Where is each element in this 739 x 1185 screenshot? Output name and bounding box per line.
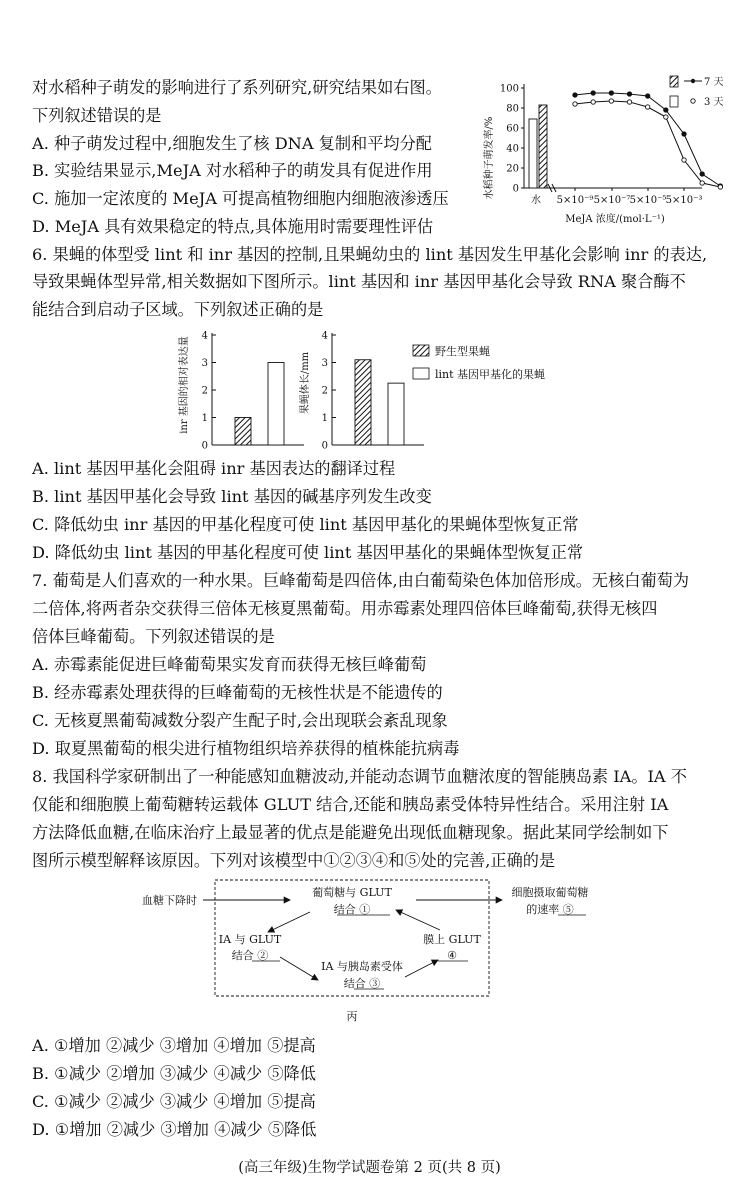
glucose-model-diagram bbox=[140, 872, 610, 1022]
diagram-caption: 丙 bbox=[346, 1010, 358, 1022]
diagram-left-node-2: 结合 ② bbox=[231, 949, 269, 962]
chart1-point-3d bbox=[682, 158, 686, 162]
diagram-right-node-2: ④ bbox=[447, 949, 457, 962]
chart3-ylabel: 果蝇体长/mm bbox=[300, 351, 311, 415]
chart1-point-3d bbox=[609, 99, 613, 103]
fly-bar-charts bbox=[175, 323, 575, 458]
q8-line-3: 方法降低血糖,在临床治疗上最显著的优点是能避免出现低血糖现象。据此某同学绘制如下 bbox=[32, 823, 669, 842]
chart1-bar-7d-water bbox=[539, 105, 547, 188]
chart1-ytick-label: 40 bbox=[506, 143, 519, 155]
chart1-legend-marker-3d bbox=[691, 99, 695, 103]
chart1-xlabel: MeJA 浓度/(mol·L⁻¹) bbox=[565, 214, 665, 225]
chart1-bar-3d-water bbox=[529, 119, 537, 188]
q5-option-c: C. 施加一定浓度的 MeJA 可提高植物细胞内细胞液渗透压 bbox=[32, 189, 449, 208]
chart2-ytick-label: 0 bbox=[201, 440, 208, 452]
q6-option-b: B. lint 基因甲基化会导致 lint 基因的碱基序列发生改变 bbox=[32, 487, 432, 506]
chart1-point-3d bbox=[627, 100, 631, 104]
q5-option-a: A. 种子萌发过程中,细胞发生了核 DNA 复制和平均分配 bbox=[32, 134, 432, 153]
chart1-xtick-label: 5×10⁻⁵ bbox=[629, 195, 667, 206]
q6-option-a: A. lint 基因甲基化会阻碍 inr 基因表达的翻译过程 bbox=[32, 459, 396, 478]
chart1-point-3d bbox=[573, 102, 577, 106]
chart3-bar-wild bbox=[355, 360, 371, 445]
q7-option-b: B. 经赤霉素处理获得的巨峰葡萄的无核性状是不能遗传的 bbox=[32, 683, 443, 702]
diagram-bottom-node-1: IA 与胰岛素受体 bbox=[321, 960, 403, 973]
chart1-legend-7d: 7 天 bbox=[704, 77, 724, 88]
legend-swatch-methylated bbox=[413, 368, 429, 379]
q6-option-c: C. 降低幼虫 inr 基因的甲基化程度可使 lint 基因甲基化的果蝇体型恢复正常 bbox=[32, 515, 579, 534]
chart1-point-3d bbox=[718, 185, 722, 189]
q7-option-a: A. 赤霉素能促进巨峰葡萄果实发育而获得无核巨峰葡萄 bbox=[32, 655, 427, 674]
q6-line-2: 导致果蝇体型异常,相关数据如下图所示。lint 基因和 inr 基因甲基化会导致 RNA 聚合酶不 bbox=[32, 272, 686, 291]
legend-methylated: lint 基因甲基化的果蝇 bbox=[435, 368, 546, 381]
chart3-ytick-label: 2 bbox=[321, 385, 328, 397]
chart3-ytick-label: 1 bbox=[321, 413, 328, 424]
chart1-xtick-label: 5×10⁻⁷ bbox=[593, 195, 631, 206]
q7-option-c: C. 无核夏黑葡萄减数分裂产生配子时,会出现联会紊乱现象 bbox=[32, 711, 448, 730]
chart1-xtick-label: 水 bbox=[531, 195, 541, 206]
chart1-point-3d bbox=[700, 181, 704, 185]
chart1-point-7d bbox=[700, 172, 704, 176]
q6-option-d: D. 降低幼虫 lint 基因的甲基化程度可使 lint 基因甲基化的果蝇体型恢复正常 bbox=[32, 543, 584, 562]
legend-wild-type: 野生型果蝇 bbox=[435, 345, 490, 358]
chart1-xtick-label: 5×10⁻³ bbox=[665, 195, 703, 206]
diagram-right-node-1: 膜上 GLUT bbox=[423, 933, 481, 946]
diagram-top-node-2: 结合 ① bbox=[333, 903, 371, 916]
q8-line-2: 仅能和细胞膜上葡萄糖转运载体 GLUT 结合,还能和胰岛素受体特异性结合。采用注射 IA bbox=[32, 795, 669, 814]
chart2-ytick-label: 4 bbox=[201, 330, 208, 342]
chart1-legend-swatch-7d bbox=[670, 76, 678, 87]
q7-line-1: 7. 葡萄是人们喜欢的一种水果。巨峰葡萄是四倍体,由白葡萄染色体加倍形成。无核白葡萄为 bbox=[32, 571, 690, 590]
diagram-bottom-node-2: 结合 ③ bbox=[343, 977, 381, 990]
chart2-bar-wild bbox=[235, 418, 251, 446]
chart1-legend-3d: 3 天 bbox=[704, 97, 724, 108]
chart1-ylabel: 水稻种子萌发率/% bbox=[484, 116, 495, 200]
q8-option-c: C. ①减少 ②减少 ③减少 ④增加 ⑤提高 bbox=[32, 1092, 316, 1111]
chart2-ylabel: inr 基因的相对表达量 bbox=[179, 336, 190, 434]
chart1-ytick-label: 100 bbox=[499, 83, 519, 95]
chart1-ytick-label: 80 bbox=[506, 103, 519, 115]
q5-line-1: 对水稻种子萌发的影响进行了系列研究,研究结果如右图。 bbox=[32, 78, 442, 97]
chart1-point-7d bbox=[609, 91, 613, 95]
chart1-point-7d bbox=[591, 91, 595, 95]
q8-option-a: A. ①增加 ②减少 ③增加 ④增加 ⑤提高 bbox=[32, 1036, 316, 1055]
chart3-ytick-label: 4 bbox=[321, 330, 328, 342]
chart1-point-3d bbox=[664, 115, 668, 119]
chart1-legend-marker-7d bbox=[691, 79, 695, 83]
q5-option-d: D. MeJA 具有效果稳定的特点,具体施用时需要理性评估 bbox=[32, 217, 434, 236]
q7-line-2: 二倍体,将两者杂交获得三倍体无核夏黑葡萄。用赤霉素处理四倍体巨峰葡萄,获得无核四 bbox=[32, 599, 658, 618]
chart2-ytick-label: 2 bbox=[201, 385, 208, 397]
chart3-bar-methylated bbox=[388, 383, 404, 445]
legend-swatch-wild bbox=[413, 345, 429, 356]
chart2-bar-methylated bbox=[268, 363, 284, 446]
chart1-point-7d bbox=[573, 93, 577, 97]
meja-germination-chart bbox=[480, 70, 730, 240]
chart1-xtick-label: 5×10⁻⁹ bbox=[556, 195, 594, 206]
chart1-line-3d bbox=[575, 101, 720, 187]
chart1-legend-swatch-3d bbox=[670, 96, 678, 107]
q6-line-1: 6. 果蝇的体型受 lint 和 inr 基因的控制,且果蝇幼虫的 lint 基因发生甲基化会影响 inr 的表达, bbox=[32, 245, 708, 264]
chart2-ytick-label: 1 bbox=[201, 413, 208, 424]
chart1-point-3d bbox=[645, 105, 649, 109]
diagram-outcome-1: 细胞摄取葡萄糖 bbox=[511, 886, 589, 899]
chart1-ytick-label: 60 bbox=[506, 123, 519, 135]
chart1-point-7d bbox=[682, 132, 686, 136]
chart1-ytick-label: 0 bbox=[512, 183, 519, 195]
chart1-point-7d bbox=[664, 108, 668, 112]
q7-line-3: 倍体巨峰葡萄。下列叙述错误的是 bbox=[32, 627, 275, 646]
q8-line-1: 8. 我国科学家研制出了一种能感知血糖波动,并能动态调节血糖浓度的智能胰岛素 IA。IA 不 bbox=[32, 767, 687, 786]
q6-line-3: 能结合到启动子区域。下列叙述正确的是 bbox=[32, 300, 324, 319]
chart3-ytick-label: 0 bbox=[321, 440, 328, 452]
chart3-ytick-label: 3 bbox=[321, 358, 328, 369]
chart2-ytick-label: 3 bbox=[201, 358, 208, 369]
q7-option-d: D. 取夏黑葡萄的根尖进行植物组织培养获得的植株能抗病毒 bbox=[32, 739, 460, 758]
page-footer: (高三年级)生物学试题卷第 2 页(共 8 页) bbox=[238, 1160, 501, 1176]
q8-option-b: B. ①减少 ②增加 ③减少 ④减少 ⑤降低 bbox=[32, 1064, 316, 1083]
chart1-point-3d bbox=[591, 100, 595, 104]
diagram-start: 血糖下降时 bbox=[142, 894, 197, 907]
chart1-point-7d bbox=[627, 92, 631, 96]
chart1-point-7d bbox=[645, 94, 649, 98]
q5-option-b: B. 实验结果显示,MeJA 对水稻种子的萌发具有促进作用 bbox=[32, 161, 433, 180]
diagram-outcome-2: 的速率 ⑤ bbox=[526, 903, 574, 916]
q8-option-d: D. ①增加 ②减少 ③增加 ④减少 ⑤降低 bbox=[32, 1120, 317, 1139]
q8-line-4: 图所示模型解释该原因。下列对该模型中①②③④和⑤处的完善,正确的是 bbox=[32, 851, 556, 870]
chart1-ytick-label: 20 bbox=[506, 163, 519, 175]
diagram-top-node-1: 葡萄糖与 GLUT bbox=[312, 886, 392, 899]
diagram-left-node-1: IA 与 GLUT bbox=[218, 933, 282, 946]
q5-line-2: 下列叙述错误的是 bbox=[32, 106, 162, 125]
